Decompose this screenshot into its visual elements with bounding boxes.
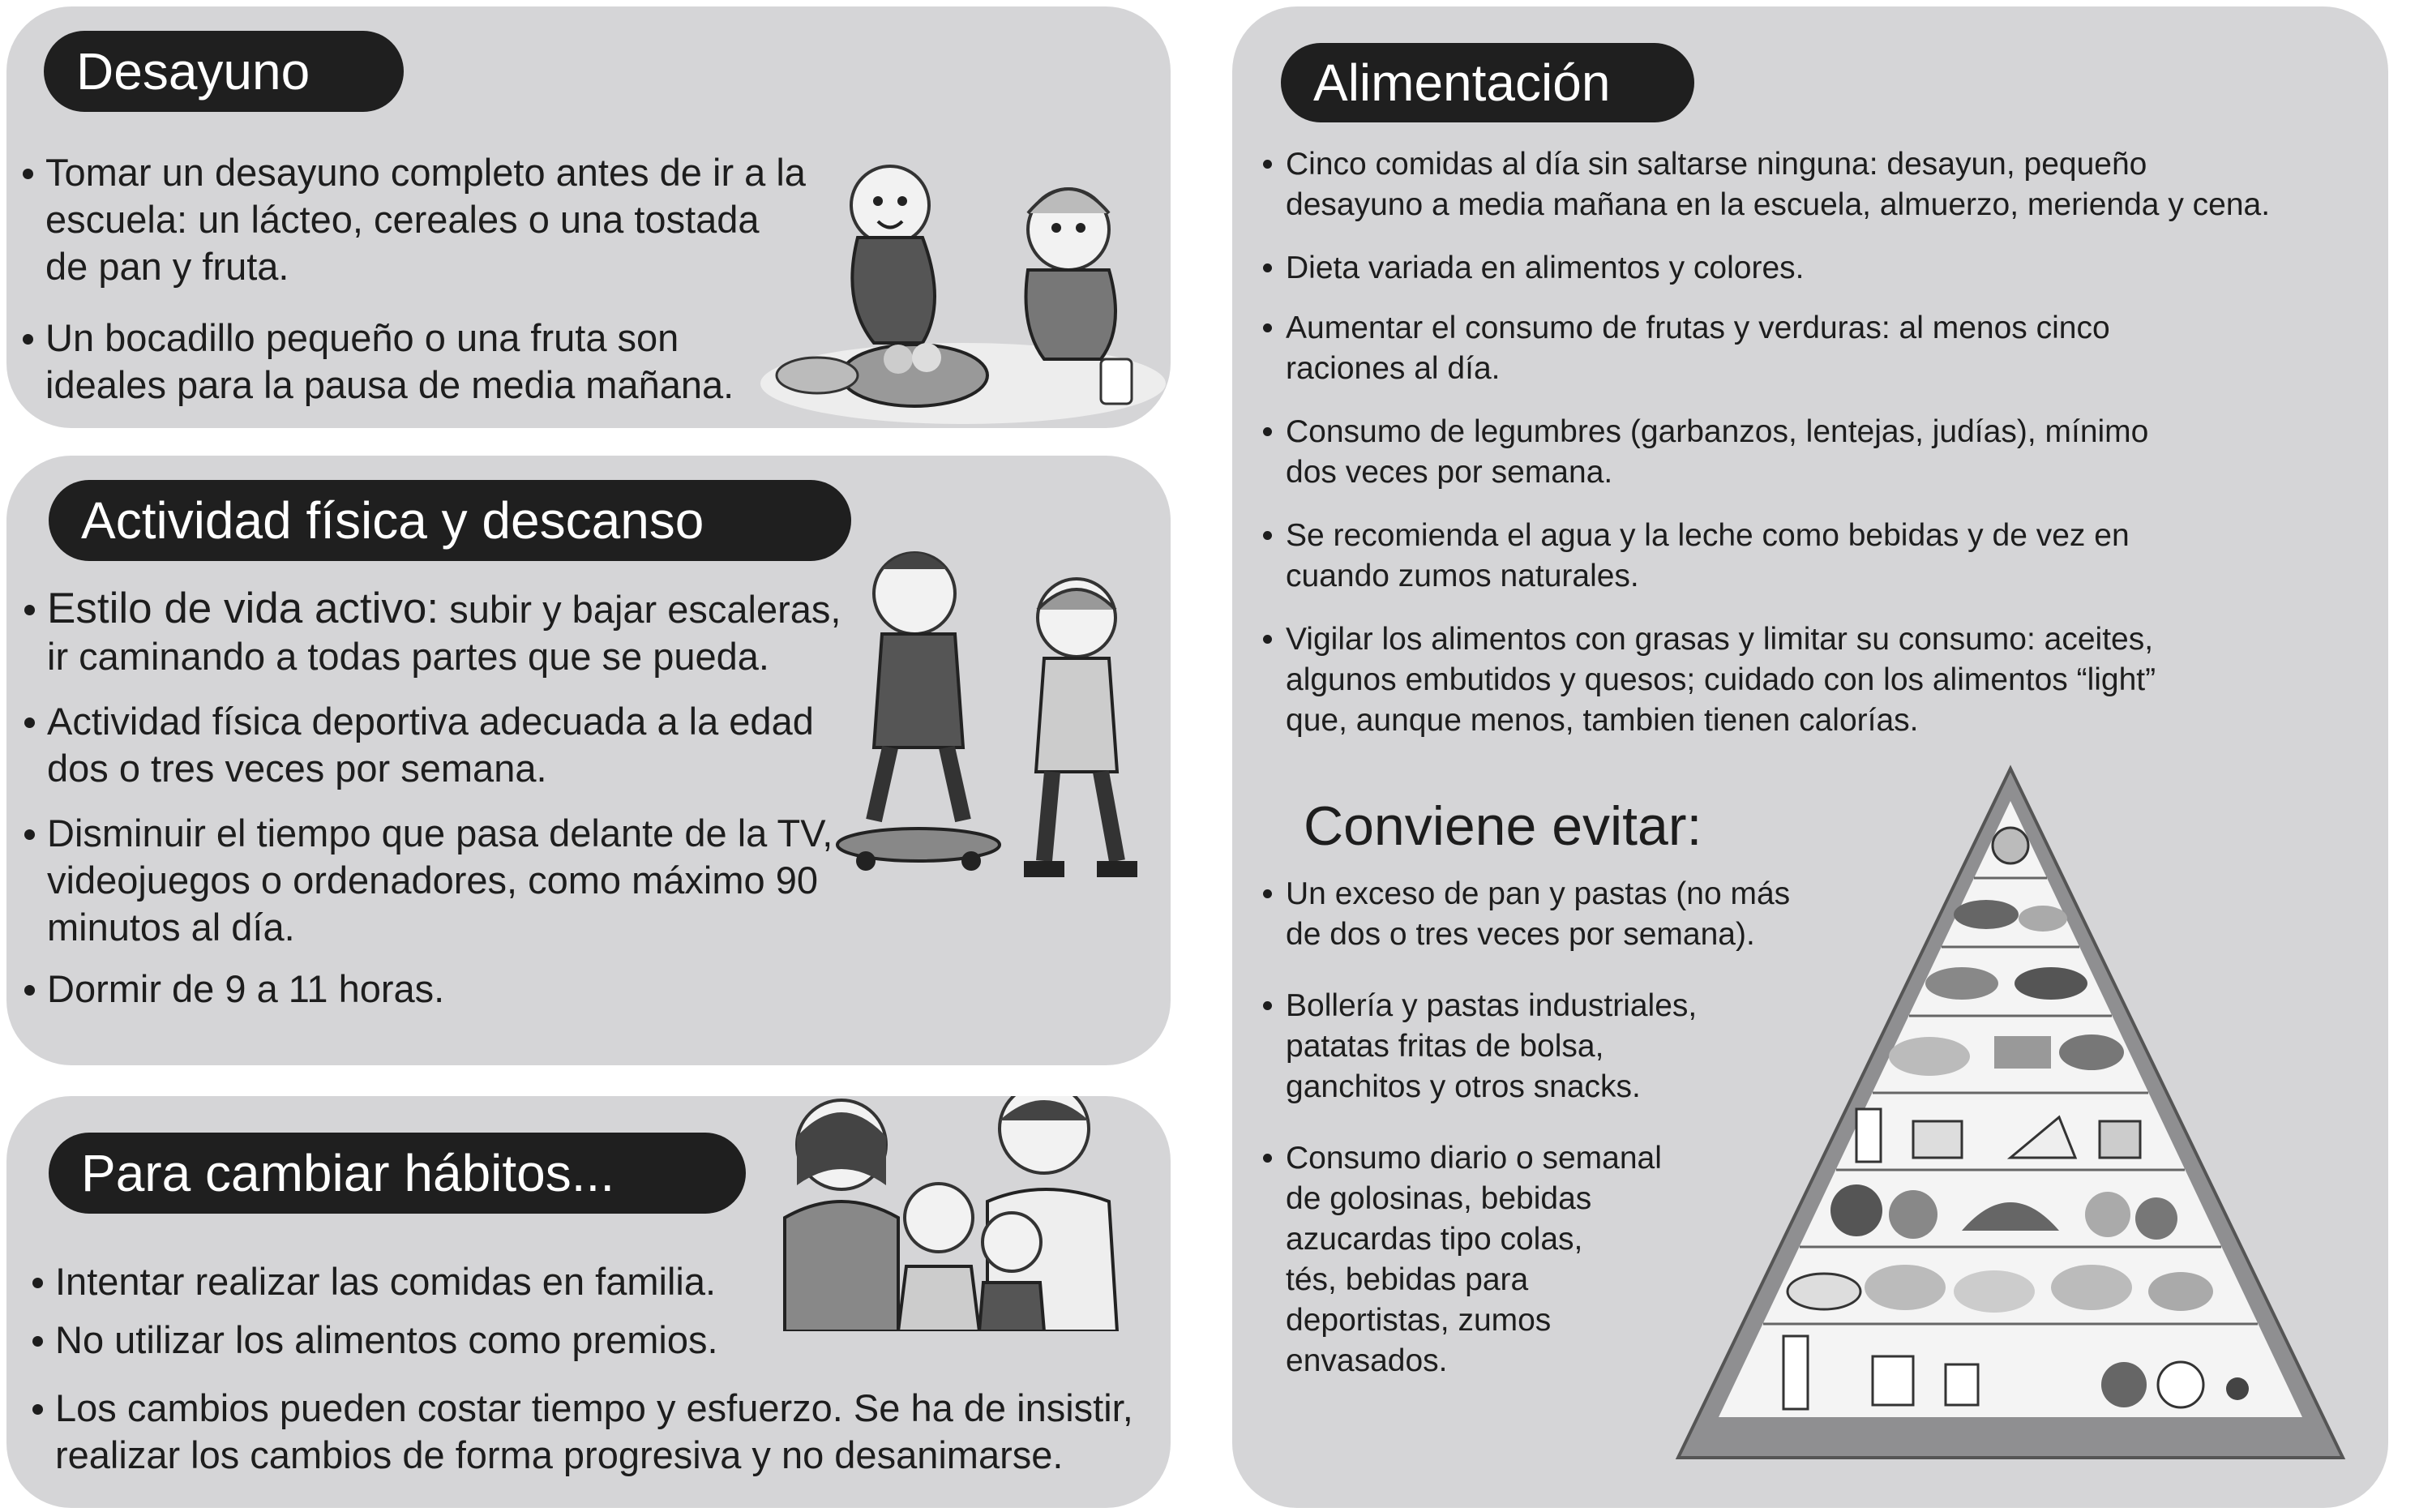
list-item: Vigilar los alimentos con grasas y limitar su consumo: aceites, algunos embutidos y quesos; cuidado con los alimentos “light” que, aunque menos, tambien tienen calorías.: [1263, 619, 2366, 741]
list-item: Cinco comidas al día sin saltarse ninguna: desayun, pequeño desayuno a media mañana en la escuela, almuerzo, merienda y cena.: [1263, 144, 2366, 225]
breakfast-title: Desayuno: [44, 31, 404, 112]
change-habits-title: Para cambiar hábitos...: [49, 1133, 746, 1214]
physical-activity-title: Actividad física y descanso: [49, 480, 851, 561]
breakfast-list: [23, 149, 833, 409]
list-item: Los cambios pueden costar tiempo y esfuerzo. Se ha de insistir, realizar los cambios de forma progresiva y no desanimarse.: [32, 1385, 1167, 1479]
breakfast-panel: [6, 6, 1171, 428]
nutrition-title: Alimentación: [1281, 43, 1694, 122]
list-item: Disminuir el tiempo que pasa delante de la TV, videojuegos o ordenadores, como máximo 90 minutos al día.: [24, 810, 916, 951]
kids-skateboard-rollerskate-illustration: [825, 537, 1166, 918]
family-thinking-illustration: [752, 1096, 1158, 1331]
list-item: Se recomienda el agua y la leche como bebidas y de vez en cuando zumos naturales.: [1263, 516, 2366, 597]
food-pyramid-illustration: [1670, 752, 2351, 1466]
kids-breakfast-table-illustration: [744, 140, 1166, 428]
avoid-heading: Conviene evitar:: [1304, 795, 1702, 857]
list-item: Dieta variada en alimentos y colores.: [1263, 248, 2366, 289]
list-item: No utilizar los alimentos como premios.: [32, 1317, 1167, 1364]
list-item: Un exceso de pan y pastas (no más de dos o tres veces por semana).: [1263, 874, 1830, 955]
list-item: Intentar realizar las comidas en familia.: [32, 1258, 1167, 1305]
list-item: Consumo diario o semanal de golosinas, bebidas azucardas tipo colas, tés, bebidas para deportistas, zumos envasados.: [1263, 1138, 1830, 1381]
change-habits-panel: [6, 1096, 1171, 1508]
list-item: Dormir de 9 a 11 horas.: [24, 966, 916, 1013]
list-item: Consumo de legumbres (garbanzos, lentejas, judías), mínimo dos veces por semana.: [1263, 412, 2366, 493]
physical-activity-list: [24, 585, 916, 1013]
list-item: Tomar un desayuno completo antes de ir a la escuela: un lácteo, cereales o una tostada de pan y fruta.: [23, 149, 833, 290]
list-item: Actividad física deportiva adecuada a la edad dos o tres veces por semana.: [24, 698, 916, 792]
nutrition-list: [1263, 144, 2366, 741]
physical-activity-panel: [6, 456, 1171, 1065]
list-item: Bollería y pastas industriales, patatas fritas de bolsa, ganchitos y otros snacks.: [1263, 986, 1830, 1107]
list-item: Estilo de vida activo: subir y bajar escaleras, ir caminando a todas partes que se pueda.: [24, 585, 916, 680]
active-lifestyle-lead: Estilo de vida activo:: [47, 585, 439, 632]
list-item: Un bocadillo pequeño o una fruta son ideales para la pausa de media mañana.: [23, 315, 833, 409]
list-item: Aumentar el consumo de frutas y verduras: al menos cinco raciones al día.: [1263, 308, 2366, 389]
nutrition-panel: [1232, 6, 2388, 1508]
